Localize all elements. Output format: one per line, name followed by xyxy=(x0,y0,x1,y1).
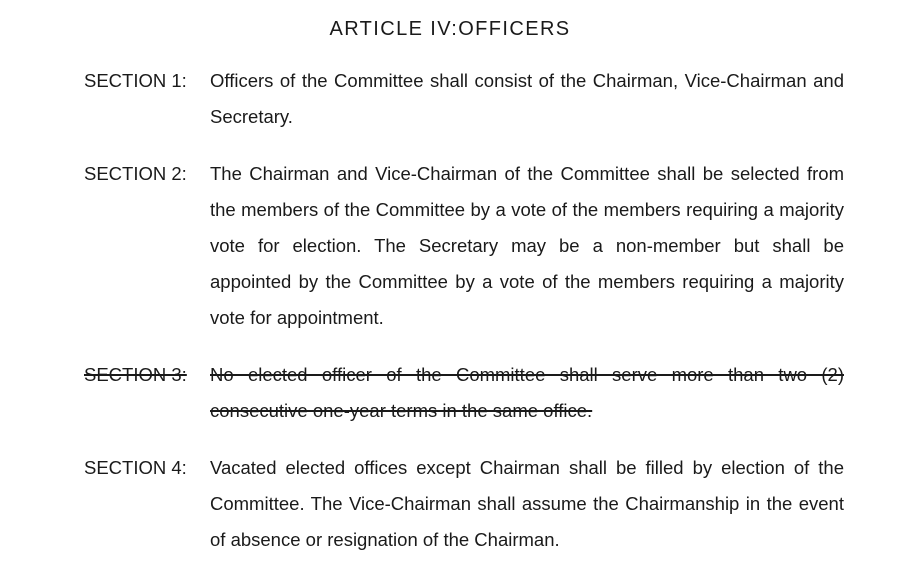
section-1 xyxy=(84,63,844,135)
section-label: SECTION 1: xyxy=(84,70,187,91)
section-text: Officers of the Committee shall consist of the Chairman, Vice-Chairman and Secretary. xyxy=(210,70,844,127)
section-label: SECTION 2: xyxy=(84,163,187,184)
section-label: SECTION 4: xyxy=(84,457,187,478)
section-3-struck xyxy=(84,357,844,429)
article-title: ARTICLE IV:OFFICERS xyxy=(329,18,571,40)
section-2 xyxy=(84,156,844,336)
section-4 xyxy=(84,450,844,558)
section-text: No elected officer of the Committee shall serve more than two (2) consecutive one-year terms in the same office. xyxy=(210,364,844,421)
section-text: Vacated elected offices except Chairman shall be filled by election of the Committee. The Vice-Chairman shall assume the Chairmanship in the event of absence or resignation of the Chairman. xyxy=(210,457,844,550)
section-text: The Chairman and Vice-Chairman of the Committee shall be selected from the members of the Committee by a vote of the members requiring a majority vote for election. The Secretary may be a non-member but shall be appointed by the Committee by a vote of the members requiring a majority vote for appointment. xyxy=(210,163,844,328)
section-label: SECTION 3: xyxy=(84,364,187,385)
